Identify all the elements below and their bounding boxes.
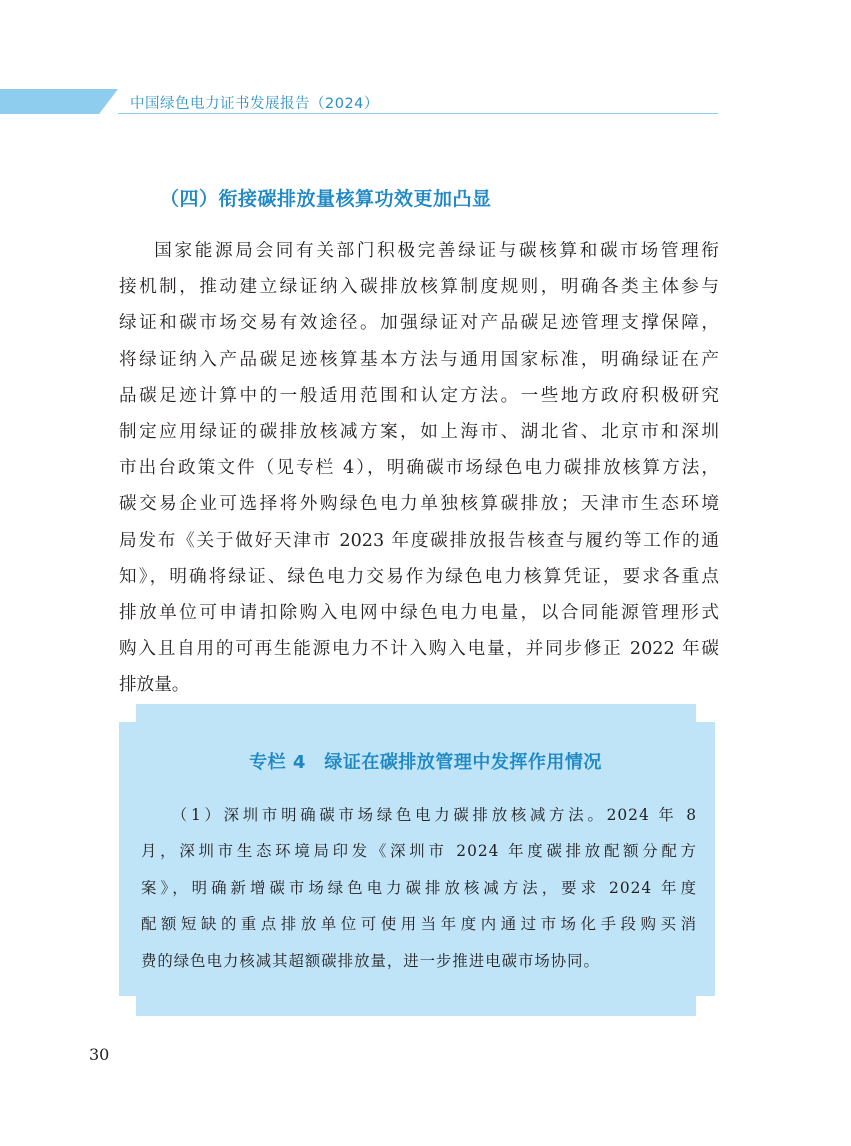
page-number: 30 — [89, 1045, 110, 1064]
header-rule — [118, 113, 718, 114]
paragraph-line: 绿证和碳市场交易有效途径。加强绿证对产品碳足迹管理支撑保障， — [119, 313, 719, 334]
paragraph-line: 知》，明确将绿证、绿色电力交易作为绿色电力核算凭证，要求各重点 — [119, 566, 719, 587]
paragraph-line: 碳交易企业可选择将外购绿色电力单独核算碳排放；天津市生态环境 — [119, 494, 719, 515]
special-column-body — [141, 797, 697, 979]
special-column-line: （1）深圳市明确碳市场绿色电力碳排放核减方法。2024 年 8 — [171, 806, 697, 824]
paragraph-line: 国家能源局会同有关部门积极完善绿证与碳核算和碳市场管理衔 — [154, 241, 719, 261]
special-column-line: 月，深圳市生态环境局印发《深圳市 2024 年度碳排放配额分配方 — [141, 842, 697, 861]
paragraph-line: 市出台政策文件（见专栏 4），明确碳市场绿色电力碳排放核算方法， — [119, 458, 719, 479]
special-column-line: 费的绿色电力核减其超额碳排放量，进一步推进电碳市场协同。 — [141, 951, 600, 970]
paragraph-line: 制定应用绿证的碳排放核减方案，如上海市、湖北省、北京市和深圳 — [119, 421, 719, 442]
header-accent-tab — [0, 89, 118, 114]
running-header-title: 中国绿色电力证书发展报告（2024） — [130, 96, 379, 112]
special-column-title: 专栏 4 绿证在碳排放管理中发挥作用情况 — [249, 752, 602, 773]
paragraph-line: 品碳足迹计算中的一般适用范围和认定方法。一些地方政府积极研究 — [119, 385, 719, 406]
paragraph-line: 将绿证纳入产品碳足迹核算基本方法与通用国家标准，明确绿证在产 — [119, 349, 719, 370]
paragraph-line: 排放量。 — [119, 675, 190, 696]
paragraph-line: 排放单位可申请扣除购入电网中绿色电力电量，以合同能源管理形式 — [119, 602, 719, 623]
special-column-line: 案》，明确新增碳市场绿色电力碳排放核减方法，要求 2024 年度 — [141, 878, 697, 897]
body-paragraph — [119, 233, 719, 703]
paragraph-line: 接机制，推动建立绿证纳入碳排放核算制度规则，明确各类主体参与 — [119, 277, 719, 298]
paragraph-line: 购入且自用的可再生能源电力不计入购入电量，并同步修正 2022 年碳 — [119, 639, 719, 660]
paragraph-line: 局发布《关于做好天津市 2023 年度碳排放报告核查与履约等工作的通 — [119, 530, 719, 551]
special-column-line: 配额短缺的重点排放单位可使用当年度内通过市场化手段购买消 — [141, 915, 697, 934]
section-heading: （四）衔接碳排放量核算功效更加凸显 — [160, 188, 492, 210]
